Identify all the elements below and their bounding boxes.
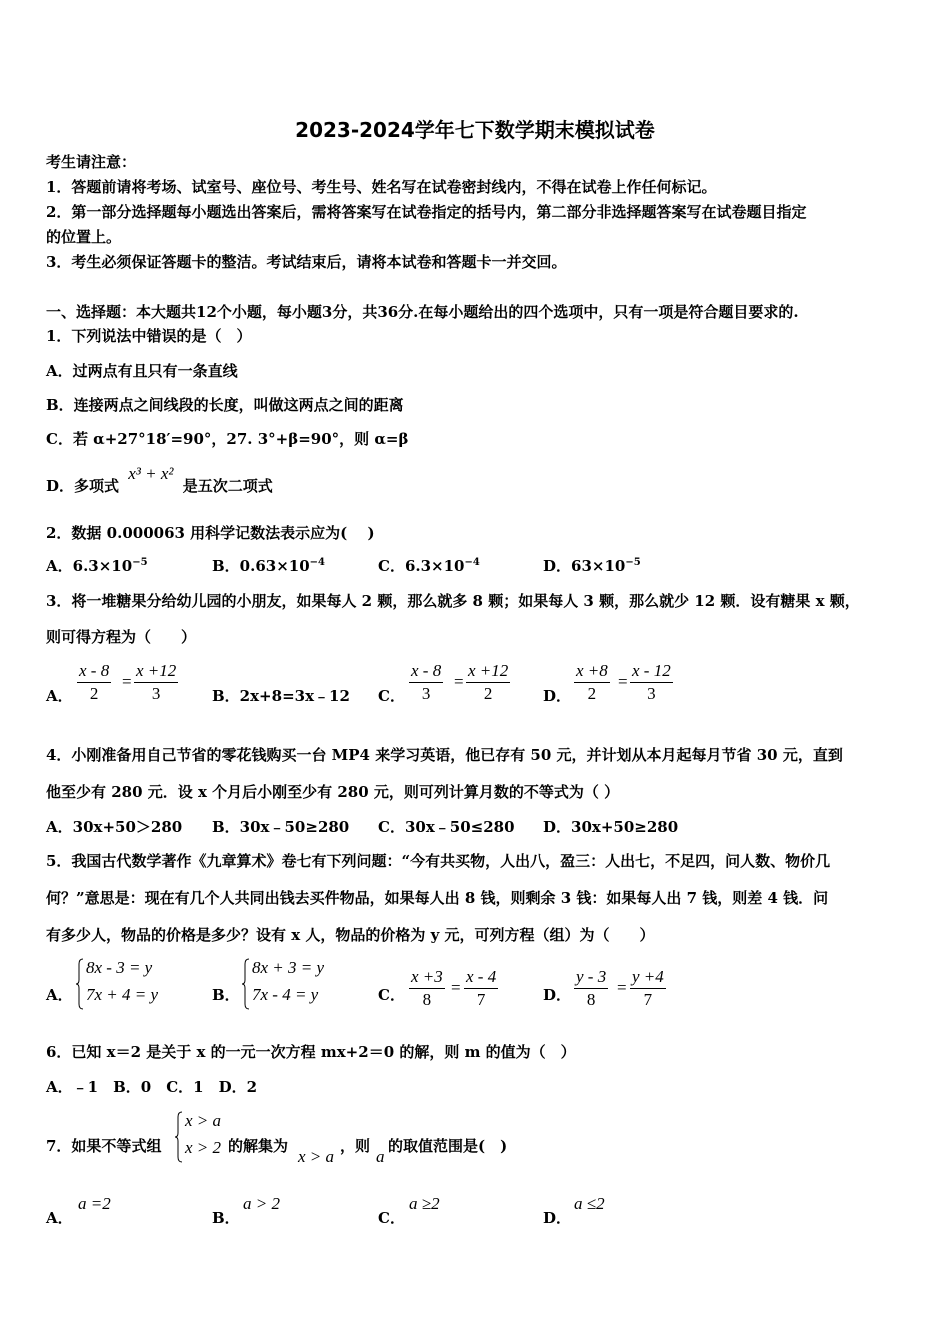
q7-stem-suffix: 的取值范围是( ) — [388, 1137, 508, 1155]
q7-c-label: C． — [378, 1209, 405, 1227]
q6-stem: 6．已知 x＝2 是关于 x 的一元一次方程 mx+2＝0 的解，则 m 的值为（ ） — [46, 1043, 576, 1061]
left-brace-icon — [175, 1111, 183, 1163]
q3-a-frac-right — [134, 660, 178, 705]
q7-option-d: a ≤2 — [574, 1194, 605, 1213]
q5-c-frac-right — [464, 966, 498, 1011]
q5-stem-line1: 5．我国古代数学著作《九章算术》卷七有下列问题：“今有共买物，人出八，盈三：人出七，不足四，问人数、物价几 — [46, 852, 831, 870]
denominator: 7 — [643, 990, 653, 1009]
q3-option-b: B．2x+8=3x﹣12 — [212, 687, 350, 705]
q1-option-c: C．若 α+27°18′=90°，27. 3°+β=90°，则 α=β — [46, 430, 409, 448]
notice-item-2-cont: 的位置上。 — [46, 228, 122, 246]
q2-option-a — [46, 556, 148, 576]
q1-option-d — [46, 464, 273, 496]
q5-d-frac-right — [630, 966, 666, 1011]
q3-stem-line1: 3．将一堆糖果分给幼儿园的小朋友，如果每人 2 颗，那么就多 8 颗；如果每人 3 颗，那么就少 12 颗．设有糖果 x 颗， — [46, 592, 860, 610]
q2-b-exp: −4 — [309, 557, 325, 568]
numerator: x +12 — [466, 660, 510, 683]
equals-sign: = — [617, 978, 627, 997]
q4-stem-line1: 4．小刚准备用自己节省的零花钱购买一台 MP4 来学习英语，他已存有 50 元，并计划从本月起每月节省 30 元，直到 — [46, 746, 843, 764]
q3-a-frac-left — [77, 660, 111, 705]
q7-system — [175, 1111, 230, 1167]
q2-a-exp: −5 — [132, 557, 148, 568]
denominator: 8 — [422, 990, 432, 1009]
q3-c-frac-left — [409, 660, 443, 705]
numerator: x +3 — [409, 966, 445, 989]
q7-option-a: a =2 — [78, 1194, 111, 1213]
q7-option-b: a > 2 — [243, 1194, 280, 1213]
page-title: 2023-2024学年七下数学期末模拟试卷 — [295, 118, 655, 142]
q5-a-system — [76, 958, 186, 1014]
q1-option-a: A．过两点有且只有一条直线 — [46, 362, 238, 380]
q7-stem-mid2: ，则 — [340, 1137, 371, 1155]
q3-d-frac-right — [630, 660, 673, 705]
numerator: x - 4 — [464, 966, 498, 989]
q2-c-base: C．6.3×10 — [378, 557, 465, 575]
denominator: 3 — [647, 684, 656, 703]
q1-d-suffix: 是五次二项式 — [182, 477, 273, 495]
q3-stem-line2: 则可得方程为（ ） — [46, 628, 197, 646]
denominator: 3 — [151, 684, 161, 703]
q7-stem-mid: 的解集为 — [228, 1137, 289, 1155]
denominator: 3 — [421, 684, 431, 703]
denominator: 2 — [483, 684, 493, 703]
left-brace-icon — [76, 958, 84, 1010]
numerator: x +12 — [134, 660, 178, 683]
q5-d-frac-left — [574, 966, 608, 1011]
equals-sign: = — [122, 672, 132, 691]
denominator: 8 — [586, 990, 596, 1009]
q2-c-exp: −4 — [464, 557, 480, 568]
q2-d-base: D．63×10 — [543, 557, 626, 575]
numerator: x +8 — [574, 660, 610, 683]
q6-options: A．﹣1 B．0 C．1 D．2 — [46, 1078, 258, 1096]
system-line-1: x > a — [185, 1111, 222, 1130]
q3-c-frac-right — [466, 660, 510, 705]
q3-a-label: A． — [46, 687, 73, 705]
q7-solution: x > a — [298, 1147, 335, 1166]
q7-stem-prefix: 7．如果不等式组 — [46, 1137, 162, 1155]
notice-item-2: 2．第一部分选择题每小题选出答案后，需将答案写在试卷指定的括号内，第二部分非选择题答案写在试卷题目指定 — [46, 203, 807, 221]
notice-item-1: 1．答题前请将考场、试室号、座位号、考生号、姓名写在试卷密封线内，不得在试卷上作任何标记。 — [46, 178, 717, 196]
system-line-2: 7x - 4 = y — [252, 985, 319, 1004]
q2-b-base: B．0.63×10 — [212, 557, 310, 575]
numerator: x - 12 — [630, 660, 673, 683]
q3-d-label: D． — [543, 687, 572, 705]
q7-option-c: a ≥2 — [409, 1194, 440, 1213]
denominator: 2 — [587, 684, 597, 703]
q7-b-label: B． — [212, 1209, 240, 1227]
denominator: 2 — [89, 684, 99, 703]
section-heading: 一、选择题：本大题共12个小题，每小题3分，共36分.在每小题给出的四个选项中，只有一项是符合题目要求的. — [46, 303, 799, 321]
equals-sign: = — [451, 978, 461, 997]
q4-option-c: C．30x﹣50≤280 — [378, 818, 515, 836]
q5-c-frac-left — [409, 966, 445, 1011]
q1-option-b: B．连接两点之间线段的长度，叫做这两点之间的距离 — [46, 396, 404, 414]
q7-a-label: A． — [46, 1209, 73, 1227]
numerator: x - 8 — [409, 660, 443, 683]
q2-a-base: A．6.3×10 — [46, 557, 133, 575]
q3-c-label: C． — [378, 687, 405, 705]
numerator: y - 3 — [574, 966, 608, 989]
q2-stem: 2．数据 0.000063 用科学记数法表示应为( ) — [46, 524, 375, 542]
q5-b-system — [242, 958, 352, 1014]
q2-option-d — [543, 556, 641, 576]
q5-d-label: D． — [543, 986, 572, 1004]
q7-d-label: D． — [543, 1209, 572, 1227]
q1-d-math: x³ + x² — [128, 464, 174, 483]
q5-stem-line3: 有多少人，物品的价格是多少？设有 x 人，物品的价格为 y 元，可列方程（组）为（ ） — [46, 926, 655, 944]
q2-option-c — [378, 556, 480, 576]
q4-stem-line2: 他至少有 280 元．设 x 个月后小刚至少有 280 元，则可列计算月数的不等式为（ ） — [46, 783, 620, 801]
q7-variable: a — [376, 1147, 385, 1166]
q1-stem: 1．下列说法中错误的是（ ） — [46, 327, 252, 345]
system-line-2: x > 2 — [185, 1138, 222, 1157]
numerator: x - 8 — [77, 660, 111, 683]
q5-c-label: C． — [378, 986, 405, 1004]
denominator: 7 — [476, 990, 486, 1009]
q4-option-b: B．30x﹣50≥280 — [212, 818, 350, 836]
q2-d-exp: −5 — [625, 557, 641, 568]
q1-d-prefix: D．多项式 — [46, 477, 120, 495]
equals-sign: = — [618, 672, 628, 691]
q2-option-b — [212, 556, 325, 576]
numerator: y +4 — [630, 966, 666, 989]
q4-option-a: A．30x+50＞280 — [46, 818, 183, 836]
system-line-1: 8x + 3 = y — [252, 958, 325, 977]
left-brace-icon — [242, 958, 250, 1010]
notice-heading: 考生请注意： — [46, 153, 137, 171]
system-line-2: 7x + 4 = y — [86, 985, 159, 1004]
system-line-1: 8x - 3 = y — [86, 958, 153, 977]
q4-option-d: D．30x+50≥280 — [543, 818, 679, 836]
q3-d-frac-left — [574, 660, 610, 705]
q5-b-label: B． — [212, 986, 240, 1004]
notice-item-3: 3．考生必须保证答题卡的整洁。考试结束后，请将本试卷和答题卡一并交回。 — [46, 253, 567, 271]
q5-stem-line2: 何？”意思是：现在有几个人共同出钱去买件物品，如果每人出 8 钱，则剩余 3 钱：如果每人出 7 钱，则差 4 钱．问 — [46, 889, 829, 907]
equals-sign: = — [454, 672, 464, 691]
q5-a-label: A． — [46, 986, 73, 1004]
